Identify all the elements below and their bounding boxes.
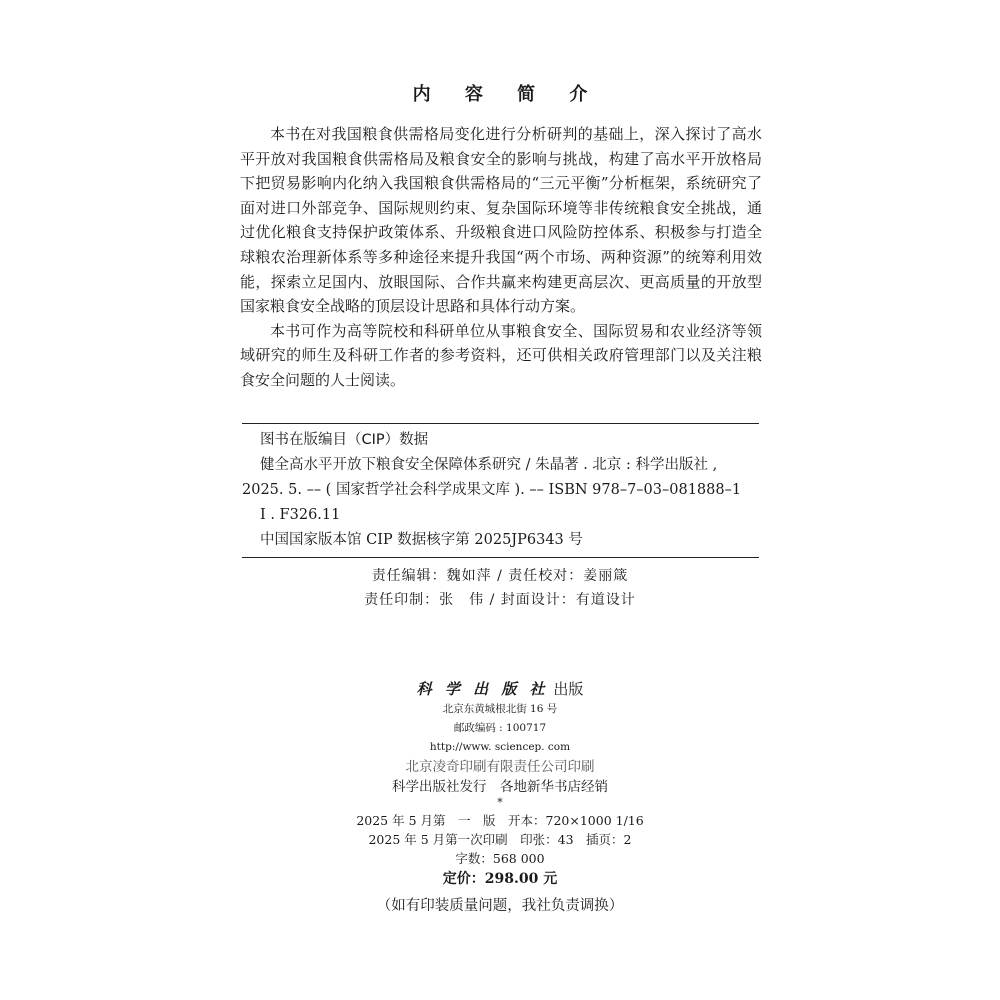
publisher-website: http://www. sciencep. com	[429, 741, 571, 753]
intro-section	[240, 122, 762, 393]
word-count: 字数：568 000	[455, 851, 545, 866]
cip-catalog-line-2: 2025. 5. –– ( 国家哲学社会科学成果文库 ). –– ISBN 978–7–03–081888–1	[242, 482, 742, 498]
page-title: 内 容 简 介	[412, 84, 602, 105]
price-line	[0, 868, 1000, 890]
printing-line: 2025 年 5 月第一次印刷 印张：43 插页：2	[368, 832, 632, 847]
cip-record-number: 中国国家版本馆 CIP 数据核字第 2025JP6343 号	[260, 532, 583, 548]
price-value: 298.00 元	[484, 871, 558, 887]
publisher-postcode: 邮政编码 : 100717	[453, 722, 547, 734]
separator-star: *	[497, 796, 503, 809]
printer-line: 北京凌奇印刷有限责任公司印刷	[405, 759, 595, 775]
specs-block	[0, 811, 1000, 868]
price-label: 定价：	[442, 871, 485, 887]
cip-catalog-line-1: 健全高水平开放下粮食安全保障体系研究 / 朱晶著 . 北京 : 科学出版社 ,	[260, 457, 718, 473]
intro-paragraph-2: 本书可作为高等院校和科研单位从事粮食安全、国际贸易和农业经济等领域研究的师生及科研工作者的参考资料，还可供相关政府管理部门以及关注粮食安全问题的人士阅读。	[240, 321, 762, 389]
intro-paragraph-1: 本书在对我国粮食供需格局变化进行分析研判的基础上，深入探讨了高水平开放对我国粮食供需格局及粮食安全的影响与挑战，构建了高水平开放格局下把贸易影响内化纳入我国粮食供需格局的“三元平衡”分析框架，系统研究了面对进口外部竞争、国际规则约束、复杂国际环境等非传统粮食安全挑战，通过优化粮食支持保护政策体系、升级粮食进口风险防控体系、积极参与打造全球粮农治理新体系等多种途径来提升我国“两个市场、两种资源”的统筹利用效能，探索立足国内、放眼国际、合作共赢来构建更高层次、更高质量的开放型国家粮食安全战略的顶层设计思路和具体行动方案。	[240, 125, 762, 316]
distribution-line: 科学出版社发行 各地新华书店经销	[392, 779, 608, 795]
quality-notice: （如有印装质量问题，我社负责调换）	[376, 898, 624, 914]
cip-heading: 图书在版编目（CIP）数据	[260, 432, 429, 448]
editors-section	[0, 564, 1000, 612]
publisher-address: 北京东黄城根北街 16 号	[442, 703, 558, 715]
publisher-suffix: 出版	[553, 680, 584, 698]
editors-line-1: 责任编辑：魏如萍 / 责任校对：姜丽箴	[371, 568, 629, 584]
edition-line: 2025 年 5 月第 一 版 开本：720×1000 1/16	[356, 813, 644, 828]
cip-data-block	[242, 423, 759, 558]
editors-line-2: 责任印制：张 伟 / 封面设计：有道设计	[364, 592, 636, 608]
publisher-line	[0, 678, 1000, 700]
publisher-name: 科 学 出 版 社	[416, 680, 549, 698]
cip-classification: Ⅰ . F326.11	[260, 507, 341, 523]
imprint-section	[0, 678, 1000, 918]
